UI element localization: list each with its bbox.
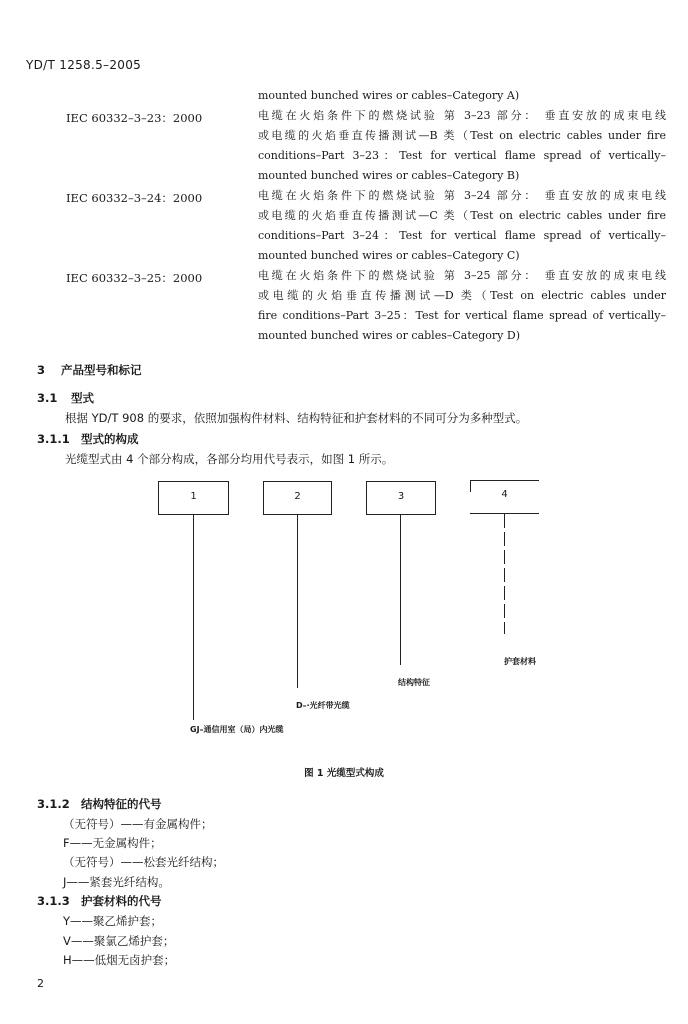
- figure-box-4: 4: [470, 480, 539, 514]
- reference-entry: [258, 106, 666, 186]
- reference-code: IEC 60332–3–24：2000: [66, 191, 203, 205]
- reference-line: mounted bunched wires or cables–Category A): [258, 89, 520, 102]
- page-number: 2: [37, 977, 44, 990]
- reference-line: 电缆在火焰条件下的燃烧试验 第 3–23 部分： 垂直安放的成束电线: [258, 109, 666, 122]
- list-item: （无符号）——有金属构件；: [63, 817, 213, 831]
- paragraph: 根据 YD/T 908 的要求，依照加强构件材料、结构特征和护套材料的不同可分为多种型式。: [65, 411, 528, 425]
- reference-line: 或电缆的火焰垂直传播测试—C 类（Test on electric cables under fire: [258, 209, 666, 222]
- leader-line-3: [400, 515, 401, 665]
- paragraph: 光缆型式由 4 个部分构成，各部分均用代号表示，如图 1 所示。: [65, 452, 394, 466]
- reference-line: mounted bunched wires or cables–Category D): [258, 329, 520, 342]
- reference-entry: [258, 266, 666, 346]
- figure-box-2: 2: [263, 481, 332, 515]
- leader-line-4: [504, 514, 505, 634]
- figure-box-3: 3: [366, 481, 436, 515]
- figure-label-indoor: GJ–通信用室（局）内光缆: [190, 725, 284, 734]
- leader-line-2: [297, 515, 298, 688]
- reference-entry: [258, 186, 666, 266]
- list-item: J——紧套光纤结构。: [63, 875, 170, 889]
- reference-line: conditions–Part 3–24：Test for vertical flame spread of vertically–: [258, 229, 666, 242]
- reference-line: mounted bunched wires or cables–Category B): [258, 169, 520, 182]
- standard-code: YD/T 1258.5–2005: [26, 58, 142, 72]
- reference-line: fire conditions–Part 3–25：Test for vertical flame spread of vertically–: [258, 309, 666, 322]
- section-heading: 3.1 型式: [37, 391, 94, 405]
- reference-line: conditions–Part 3–23：Test for vertical flame spread of vertically–: [258, 149, 666, 162]
- reference-code: IEC 60332–3–25：2000: [66, 271, 203, 285]
- list-item: H——低烟无卤护套；: [63, 953, 176, 967]
- reference-line: 电缆在火焰条件下的燃烧试验 第 3–24 部分： 垂直安放的成束电线: [258, 189, 666, 202]
- list-item: V——聚氯乙烯护套；: [63, 934, 175, 948]
- reference-code: IEC 60332–3–23：2000: [66, 111, 203, 125]
- figure-label-structure: 结构特征: [398, 678, 430, 687]
- figure-box-1: 1: [158, 481, 229, 515]
- section-heading: 3 产品型号和标记: [37, 363, 142, 377]
- reference-line: 或电缆的火焰垂直传播测试—B 类（Test on electric cables under fire: [258, 129, 666, 142]
- figure-label-ribbon: D–·光纤带光缆: [296, 701, 350, 710]
- figure-caption: 图 1 光缆型式构成: [304, 768, 384, 779]
- reference-line: mounted bunched wires or cables–Category C): [258, 249, 520, 262]
- list-item: F——无金属构件；: [63, 836, 162, 850]
- reference-entry: [258, 86, 666, 106]
- list-item: （无符号）——松套光纤结构；: [63, 855, 224, 869]
- reference-line: 电缆在火焰条件下的燃烧试验 第 3–25 部分： 垂直安放的成束电线: [258, 269, 666, 282]
- reference-line: 或电缆的火焰垂直传播测试—D 类（Test on electric cables under: [258, 289, 666, 302]
- section-heading: 3.1.3 护套材料的代号: [37, 894, 162, 908]
- leader-line-1: [193, 515, 194, 720]
- section-heading: 3.1.1 型式的构成: [37, 432, 139, 446]
- figure-label-sheath: 护套材料: [504, 657, 536, 666]
- list-item: Y——聚乙烯护套；: [63, 914, 163, 928]
- section-heading: 3.1.2 结构特征的代号: [37, 797, 162, 811]
